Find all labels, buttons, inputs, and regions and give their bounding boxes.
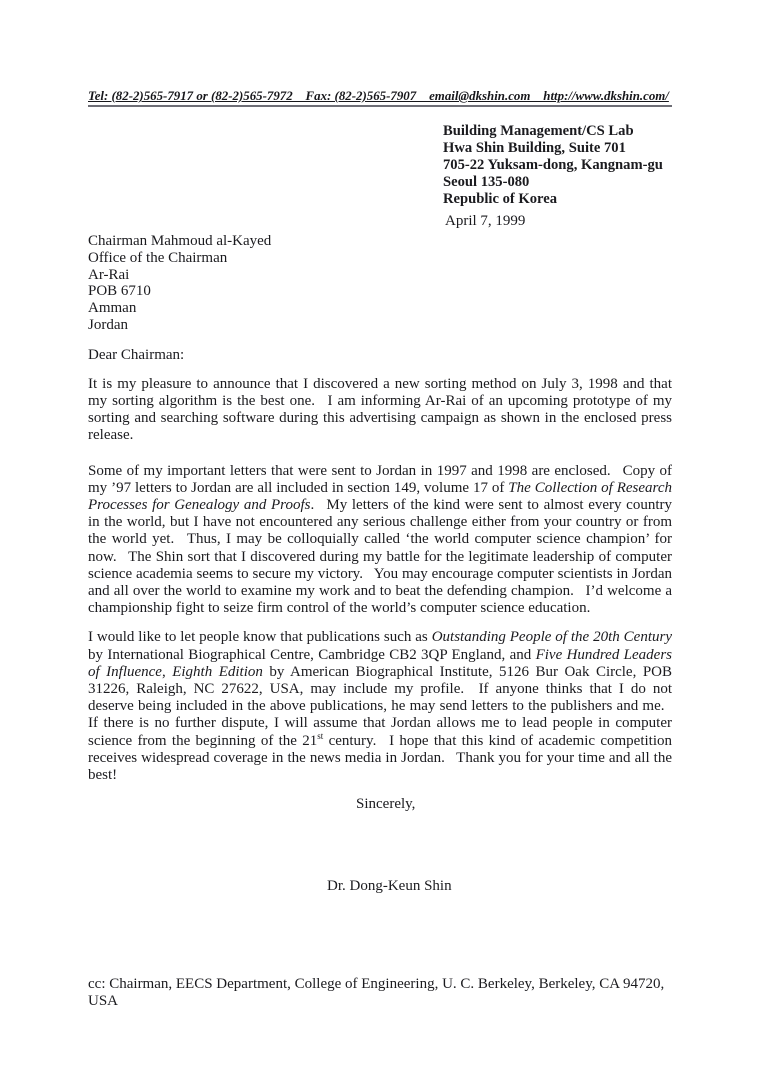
- body-text: by International Biographical Centre, Cambridge CB2 3QP England, and: [88, 646, 536, 663]
- sender-address: [443, 123, 672, 208]
- body-text: century. I hope that this kind of academic competition receives widespread coverage in the news media in Jordan. Thank you for your time and all the best!: [88, 732, 672, 784]
- address-line: Hwa Shin Building, Suite 701: [443, 140, 626, 156]
- body-text: . My letters of the kind were sent to almost every country in the world, but I have not encountered any serious challenge either from your country or from the world yet. Thus, I may be colloquially called ‘the world computer science champion’ for now. The Shin sort that I discovered during my battle for the legitimate leadership of computer science academia seems to secure my victory. You may encourage computer scientists in Jordan and all over the world to examine my work and to beat the defending champion. I’d welcome a championship fight to seize firm control of the world’s computer science education.: [88, 497, 673, 617]
- address-line: Seoul 135-080: [443, 174, 530, 190]
- address-line: Republic of Korea: [443, 191, 558, 207]
- salutation: Dear Chairman:: [88, 346, 185, 363]
- italic-title: The Collection of Research Processes for Genealogy and Proofs: [88, 479, 672, 513]
- address-line: Jordan: [88, 316, 128, 333]
- paragraph-2: [88, 463, 672, 618]
- recipient-address: [88, 233, 672, 334]
- letter-date: April 7, 1999: [445, 213, 526, 229]
- body-text: ,: [161, 663, 173, 680]
- letter-body: [88, 376, 672, 784]
- signature-name: Dr. Dong-Keun Shin: [327, 878, 452, 895]
- address-line: Amman: [88, 300, 137, 317]
- body-text: It is my pleasure to announce that I discovered a new sorting method on July 3, 1998 and that my sorting algorithm is the best one. I am informing Ar-Rai of an upcoming prototype of my sorting and searching software during this advertising campaign as shown in the enclosed press release.: [88, 375, 672, 444]
- italic-title: Eighth Edition: [172, 663, 263, 680]
- paragraph-3: [88, 629, 672, 784]
- address-line: 705-22 Yuksam-dong, Kangnam-gu: [443, 157, 663, 173]
- closing-salutation: Sincerely,: [356, 796, 416, 813]
- body-text: I would like to let people know that publications such as: [88, 629, 432, 646]
- cc-line: cc: Chairman, EECS Department, College of Engineering, U. C. Berkeley, Berkeley, CA 94720, USA: [88, 976, 665, 1010]
- paragraph-1: [88, 376, 672, 445]
- contact-info-text: Tel: (82-2)565-7917 or (82-2)565-7972 Fax: (82-2)565-7907 email@dkshin.com http://www.dkshin.com/: [88, 89, 669, 103]
- letterhead-contact-line: [88, 88, 672, 107]
- body-text: Some of my important letters that were sent to Jordan in 1997 and 1998 are enclosed. Copy of my ’97 letters to Jordan are all included in section 149, volume 17 of: [88, 462, 672, 496]
- address-line: Ar-Rai: [88, 266, 130, 283]
- address-line: Chairman Mahmoud al-Kayed: [88, 233, 272, 249]
- body-text: by American Biographical Institute, 5126 Bur Oak Circle, POB 31226, Raleigh, NC 27622, USA, may include my profile. If anyone thinks that I do not deserve being included in the above publications, he may send letters to the publishers and me. If there is no further dispute, I will assume that Jordan allows me to lead people in computer science from the beginning of the 21: [88, 663, 673, 749]
- superscript-text: st: [317, 730, 324, 741]
- italic-title: Outstanding People of the 20th Century: [431, 629, 672, 646]
- address-line: Building Management/CS Lab: [443, 123, 634, 139]
- address-line: POB 6710: [88, 283, 151, 300]
- italic-title: Five Hundred Leaders of Influence: [88, 646, 673, 680]
- address-line: Office of the Chairman: [88, 249, 228, 266]
